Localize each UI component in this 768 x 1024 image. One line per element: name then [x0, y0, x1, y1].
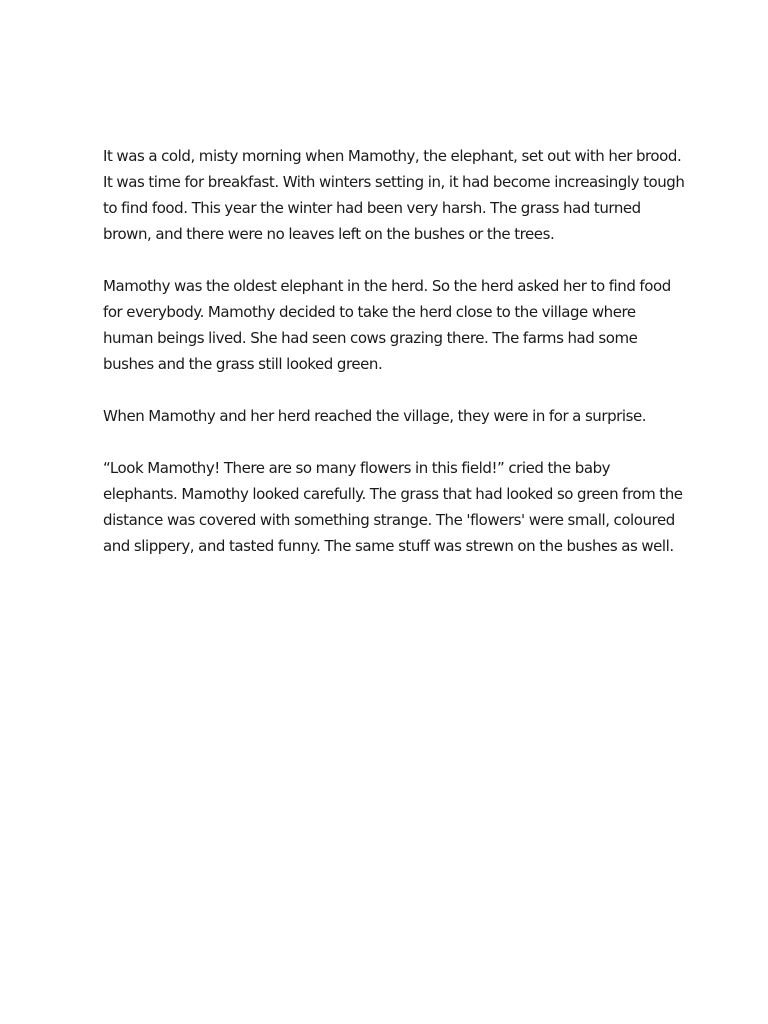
paragraph-1: It was a cold, misty morning when Mamothy, the elephant, set out with her brood. It was time for breakfast. With winters setting in, it had become increasingly tough to find food. This year the winter had been very harsh. The grass had turned brown, and there were no leaves left on the bushes or the trees. — [103, 147, 685, 243]
paragraph-3: When Mamothy and her herd reached the village, they were in for a surprise. — [103, 407, 647, 425]
paragraph-2: Mamothy was the oldest elephant in the herd. So the herd asked her to find food for everybody. Mamothy decided to take the herd close to the village where human beings lived. She had seen cows grazing there. The farms had some bushes and the grass still looked green. — [103, 277, 671, 373]
story-text — [103, 143, 685, 585]
paragraph-4: “Look Mamothy! There are so many flowers in this field!” cried the baby elephants. Mamothy looked carefully. The grass that had looked so green from the distance was covered with something strange. The 'flowers' were small, coloured and slippery, and tasted funny. The same stuff was strewn on the bushes as well. — [103, 459, 683, 555]
